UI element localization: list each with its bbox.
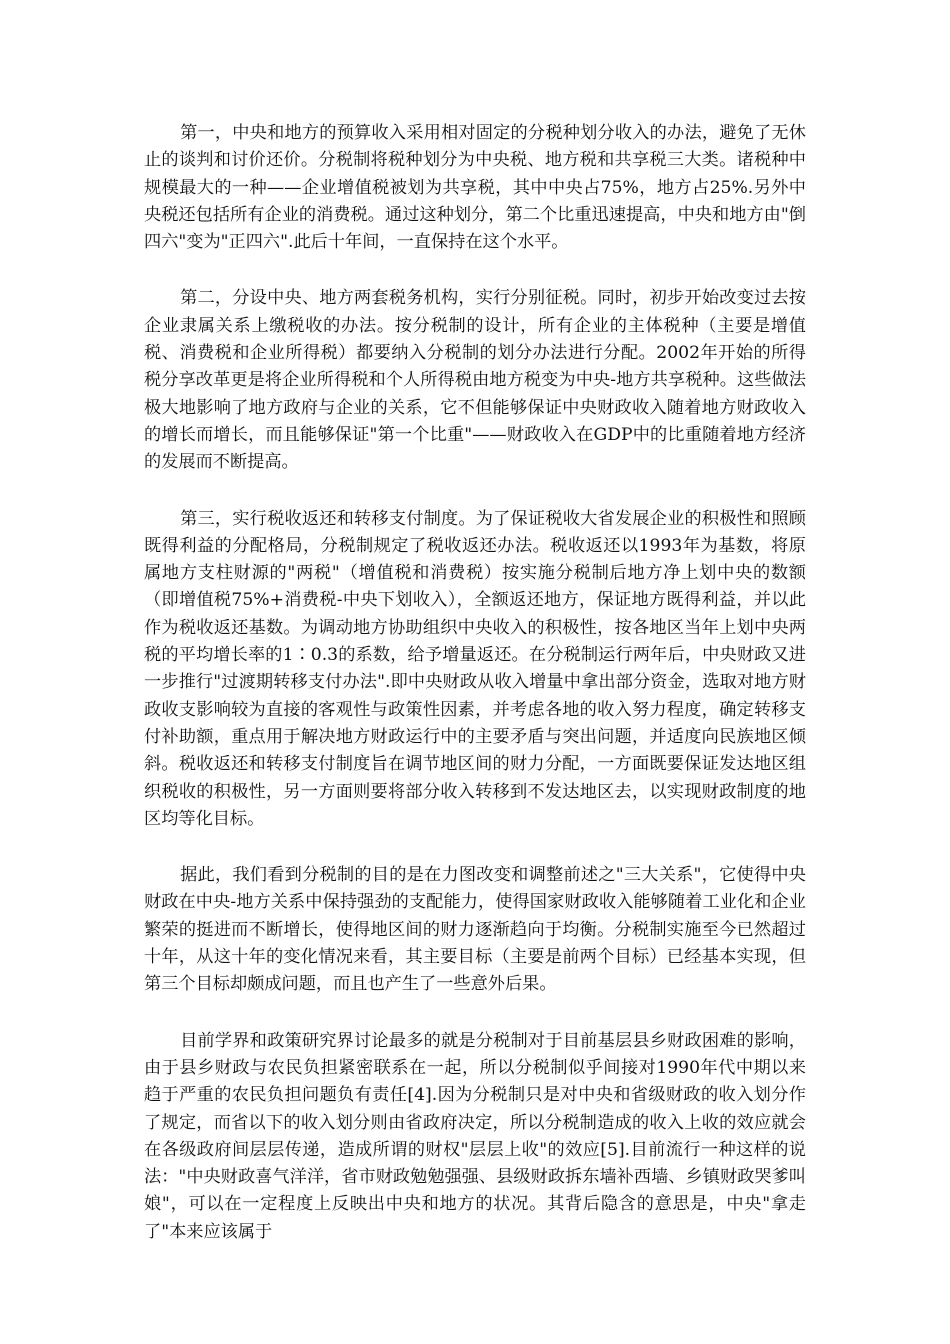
- paragraph-first-measure: 第一，中央和地方的预算收入采用相对固定的分税种划分收入的办法，避免了无休止的谈判和讨价还价。分税制将税种划分为中央税、地方税和共享税三大类。诸税种中规模最大的一种——企业增值税被划为共享税，其中中央占75%，地方占25%.另外中央税还包括所有企业的消费税。通过这种划分，第二个比重迅速提高，中央和地方由"倒四六"变为"正四六".此后十年间，一直保持在这个水平。: [144, 123, 806, 253]
- paragraph-second-measure: 第二，分设中央、地方两套税务机构，实行分别征税。同时，初步开始改变过去按企业隶属关系上缴税收的办法。按分税制的设计，所有企业的主体税种（主要是增值税、消费税和企业所得税）都要纳入分税制的划分办法进行分配。2002年开始的所得税分享改革更是将企业所得税和个人所得税由地方税变为中央-地方共享税种。这些做法极大地影响了地方政府与企业的关系，它不但能够保证中央财政收入随着地方财政收入的增长而增长，而且能够保证"第一个比重"——财政收入在GDP中的比重随着地方经济的发展而不断提高。: [144, 288, 806, 473]
- document-body: [144, 120, 806, 1275]
- paragraph-summary: 据此，我们看到分税制的目的是在力图改变和调整前述之"三大关系"，它使得中央财政在中央-地方关系中保持强劲的支配能力，使得国家财政收入能够随着工业化和企业繁荣的挺进而不断增长，使得地区间的财力逐渐趋向于均衡。分税制实施至今已然超过十年，从这十年的变化情况来看，其主要目标（主要是前两个目标）已经基本实现，但第三个目标却颇成问题，而且也产生了一些意外后果。: [144, 865, 806, 995]
- paragraph-third-measure: 第三，实行税收返还和转移支付制度。为了保证税收大省发展企业的积极性和照顾既得利益的分配格局，分税制规定了税收返还办法。税收返还以1993年为基数，将原属地方支柱财源的"两税"（增值税和消费税）按实施分税制后地方净上划中央的数额（即增值税75%+消费税-中央下划收入），全额返还地方，保证地方既得利益，并以此作为税收返还基数。为调动地方协助组织中央收入的积极性，按各地区当年上划中央两税的平均增长率的1∶0.3的系数，给予增量返还。在分税制运行两年后，中央财政又进一步推行"过渡期转移支付办法".即中央财政从收入增量中拿出部分资金，选取对地方财政收支影响较为直接的客观性与政策性因素，并考虑各地的收入努力程度，确定转移支付补助额，重点用于解决地方财政运行中的主要矛盾与突出问题，并适度向民族地区倾斜。税收返还和转移支付制度旨在调节地区间的财力分配，一方面既要保证发达地区组织税收的积极性，另一方面则要将部分收入转移到不发达地区去，以实现财政制度的地区均等化目标。: [144, 508, 806, 829]
- paragraph-discussion: 目前学界和政策研究界讨论最多的就是分税制对于目前基层县乡财政困难的影响，由于县乡财政与农民负担紧密联系在一起，所以分税制似乎间接对1990年代中期以来趋于严重的农民负担问题负有责任[4].因为分税制只是对中央和省级财政的收入划分作了规定，而省以下的收入划分则由省政府决定，所以分税制造成的收入上收的效应就会在各级政府间层层传递，造成所谓的财权"层层上收"的效应[5].目前流行一种这样的说法："中央财政喜气洋洋，省市财政勉勉强强、县级财政拆东墙补西墙、乡镇财政哭爹叫娘"，可以在一定程度上反映出中央和地方的状况。其背后隐含的意思是，中央"拿走了"本来应该属于: [144, 1030, 806, 1242]
